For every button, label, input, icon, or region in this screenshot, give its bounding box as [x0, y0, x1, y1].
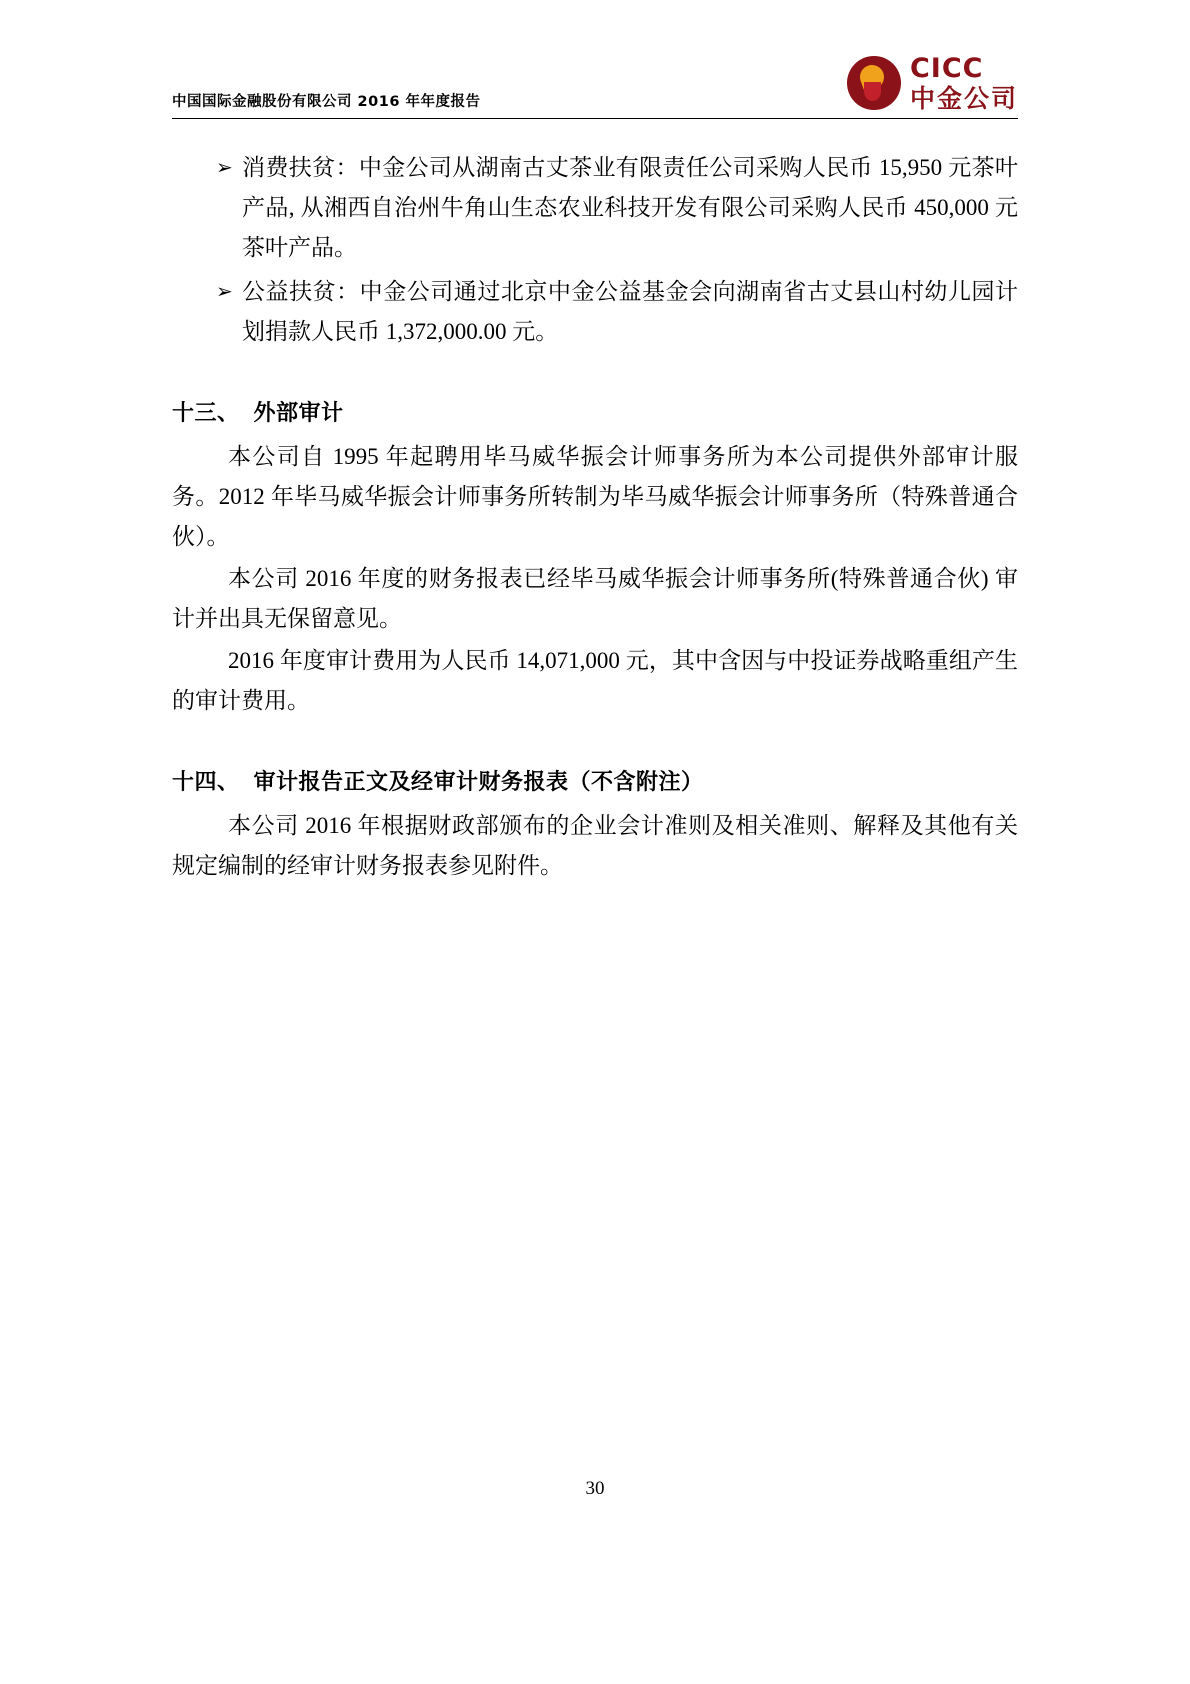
cicc-logo-english: CICC	[909, 53, 984, 84]
section-heading-external-audit	[172, 396, 1018, 427]
paragraph: 2016 年度审计费用为人民币 14,071,000 元，其中含因与中投证券战略重组产生的审计费用。	[172, 648, 1018, 713]
header-divider	[172, 118, 1018, 119]
poverty-alleviation-bullets	[172, 148, 1018, 352]
paragraph: 本公司 2016 年根据财政部颁布的企业会计准则及相关准则、解释及其他有关规定编制的经审计财务报表参见附件。	[172, 813, 1018, 878]
paragraph: 本公司自 1995 年起聘用毕马威华振会计师事务所为本公司提供外部审计服务。2012 年毕马威华振会计师事务所转制为毕马威华振会计师事务所（特殊普通合伙）。	[172, 444, 1018, 549]
page-header	[172, 52, 1018, 124]
list-item-text: 公益扶贫：中金公司通过北京中金公益基金会向湖南省古丈县山村幼儿园计划捐款人民币 1,372,000.00 元。	[242, 279, 1018, 344]
section-title-text: 审计报告正文及经审计财务报表（不含附注）	[253, 770, 704, 795]
paragraph: 本公司 2016 年度的财务报表已经毕马威华振会计师事务所(特殊普通合伙) 审计并出具无保留意见。	[172, 566, 1018, 631]
section-number: 十四、	[172, 770, 240, 795]
list-item	[172, 272, 1018, 352]
page-content	[172, 148, 1018, 888]
cicc-logo-chinese: 中金公司	[909, 84, 1018, 113]
section-number: 十三、	[172, 401, 240, 426]
running-title: 中国国际金融股份有限公司 2016 年年度报告	[172, 94, 481, 110]
page-number: 30	[585, 1478, 605, 1499]
arrow-bullet-icon: ➢	[216, 157, 233, 179]
section-title-text: 外部审计	[253, 401, 344, 426]
page-footer	[0, 1478, 1190, 1500]
list-item	[172, 148, 1018, 268]
section-heading-audit-report	[172, 765, 1018, 796]
arrow-bullet-icon: ➢	[216, 281, 233, 303]
list-item-text: 消费扶贫：中金公司从湖南古丈茶业有限责任公司采购人民币 15,950 元茶叶产品, 从湘西自治州牛角山生态农业科技开发有限公司采购人民币 450,000 元茶叶产品。	[242, 155, 1018, 260]
cicc-logo-mark-icon	[847, 56, 901, 110]
cicc-logo-text	[910, 55, 1018, 111]
cicc-logo	[847, 52, 1018, 114]
